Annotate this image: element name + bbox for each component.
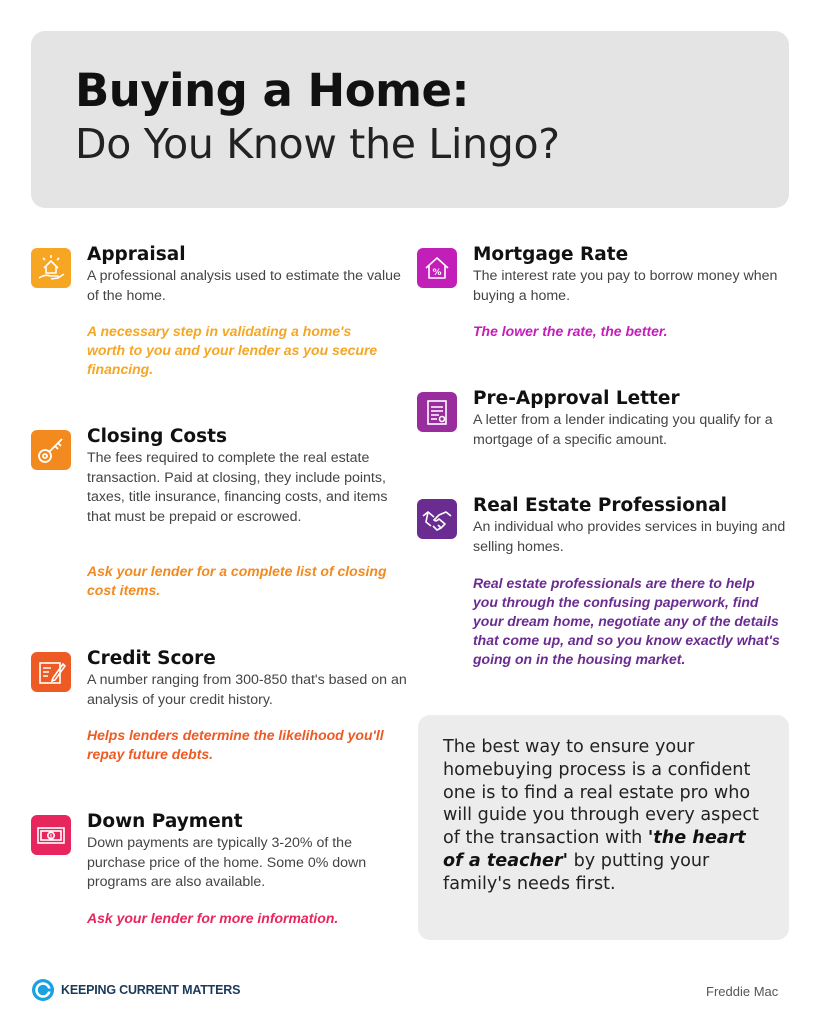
page-subtitle: Do You Know the Lingo? xyxy=(75,120,560,168)
term-title: Credit Score xyxy=(87,648,216,669)
money-icon xyxy=(31,815,71,855)
header-banner xyxy=(31,31,789,208)
callout-box xyxy=(418,715,789,940)
callout-text-end: by putting your family's needs first. xyxy=(443,850,710,894)
term-description: A professional analysis used to estimate the value of the home. xyxy=(87,268,401,304)
document-pen-icon xyxy=(31,652,71,692)
key-icon xyxy=(31,430,71,470)
term-title: Pre-Approval Letter xyxy=(473,388,680,409)
page-title: Buying a Home: xyxy=(75,64,470,117)
term-description: The fees required to complete the real estate transaction. Paid at closing, they include points, taxes, title insurance, financing costs, and items that must be prepaid or escrowed. xyxy=(87,450,388,525)
term-description: A letter from a lender indicating you qualify for a mortgage of a specific amount. xyxy=(473,412,773,448)
term-title: Appraisal xyxy=(87,244,186,265)
term-title: Mortgage Rate xyxy=(473,244,629,265)
term-description: The interest rate you pay to borrow money when buying a home. xyxy=(473,268,778,304)
term-note: Ask your lender for a complete list of closing cost items. xyxy=(87,563,387,598)
kcm-logo-icon xyxy=(31,978,55,1002)
term-title: Real Estate Professional xyxy=(473,495,727,516)
source-credit: Freddie Mac xyxy=(706,984,779,999)
term-note: A necessary step in validating a home's worth to you and your lender as you secure financing. xyxy=(87,323,378,377)
logo-text: KEEPING CURRENT MATTERS xyxy=(61,983,241,997)
handshake-icon xyxy=(417,499,457,539)
svg-text:%: % xyxy=(432,268,442,278)
term-note: Ask your lender for more information. xyxy=(87,910,339,926)
house-hand-icon xyxy=(31,248,71,288)
svg-text:$: $ xyxy=(49,833,53,840)
callout-text xyxy=(443,736,763,896)
term-note: Real estate professionals are there to help you through the confusing paperwork, find your dream home, negotiate any of the details that come up, and so you know exactly what's going on in the housing market. xyxy=(473,575,780,667)
callout-text-start: The best way to ensure your homebuying process is a confident one is to find a real estate pro who will guide you through every aspect of the transaction with xyxy=(443,737,759,849)
term-description: A number ranging from 300-850 that's based on an analysis of your credit history. xyxy=(87,672,407,708)
term-description: An individual who provides services in buying and selling homes. xyxy=(473,519,786,555)
term-note: The lower the rate, the better. xyxy=(473,323,668,339)
letter-icon xyxy=(417,392,457,432)
callout-emphasis: 'the heart of a teacher' xyxy=(443,828,746,871)
term-title: Closing Costs xyxy=(87,426,227,447)
term-note: Helps lenders determine the likelihood you'll repay future debts. xyxy=(87,727,384,762)
term-title: Down Payment xyxy=(87,811,243,832)
term-description: Down payments are typically 3-20% of the purchase price of the home. Some 0% down programs are also available. xyxy=(87,835,367,890)
house-percent-icon xyxy=(417,248,457,288)
